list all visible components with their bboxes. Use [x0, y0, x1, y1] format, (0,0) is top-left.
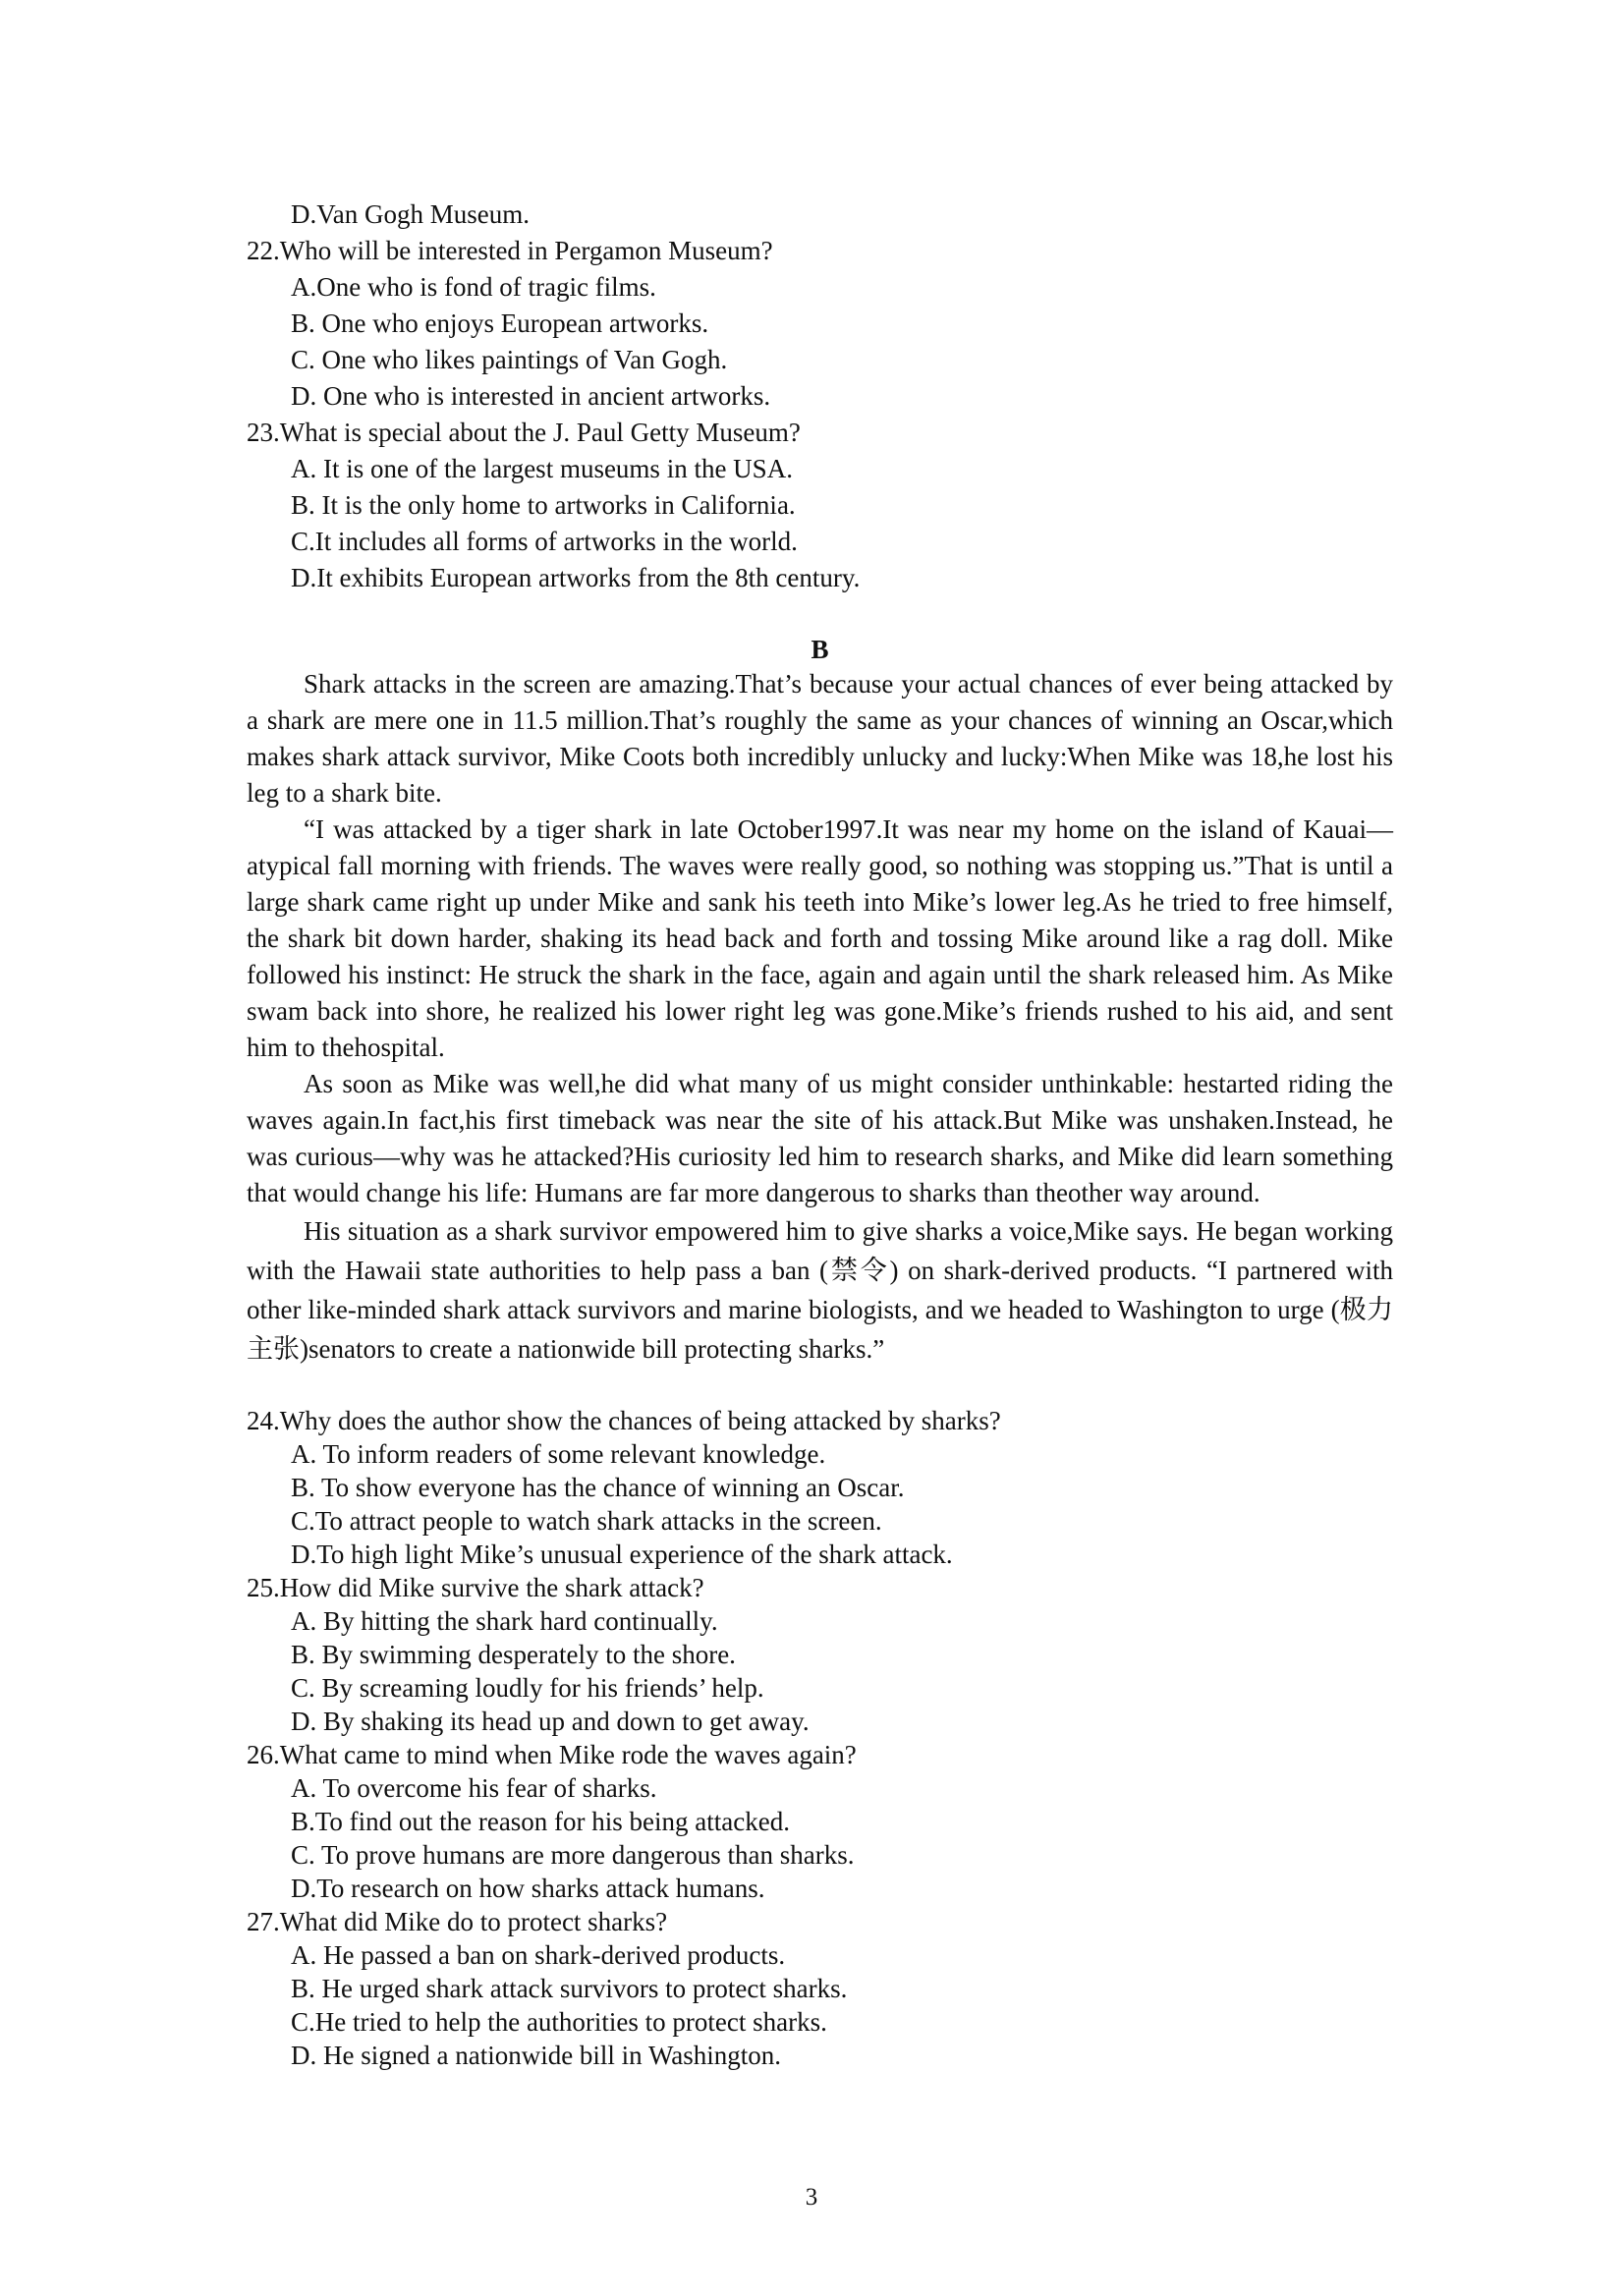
page-number: 3	[805, 2184, 818, 2211]
q22-option-a: A.One who is fond of tragic films.	[291, 272, 656, 302]
question-stem: 27.What did Mike do to protect sharks?	[247, 1907, 668, 1936]
question-24	[247, 1404, 1393, 1571]
question-stem: 26.What came to mind when Mike rode the waves again?	[247, 1740, 857, 1769]
option-a: A. To overcome his fear of sharks.	[291, 1773, 657, 1803]
option-a: A. He passed a ban on shark-derived products.	[291, 1940, 786, 1970]
option-c: C.To attract people to watch shark attacks in the screen.	[291, 1506, 882, 1536]
question-26	[247, 1738, 1393, 1905]
option-b: B. By swimming desperately to the shore.	[291, 1640, 736, 1669]
option-b: B. To show everyone has the chance of winning an Oscar.	[291, 1473, 905, 1502]
option-c: C. To prove humans are more dangerous than sharks.	[291, 1840, 855, 1870]
q22-option-c: C. One who likes paintings of Van Gogh.	[291, 345, 728, 374]
q23-option-b: B. It is the only home to artworks in California.	[291, 490, 796, 520]
option-b: B.To find out the reason for his being attacked.	[291, 1807, 790, 1836]
passage-paragraph-3: As soon as Mike was well,he did what many of us might consider unthinkable: hestarted riding the waves again.In fact,his first timeback was near the site of his attack.But Mike was unshaken.Instead, he was curious—why was he attacked?His curiosity led him to research sharks, and Mike did learn something that would change his life: Humans are far more dangerous to sharks than theother way around.	[247, 1069, 1393, 1207]
q23-option-d: D.It exhibits European artworks from the 8th century.	[291, 563, 861, 592]
option-c: C.He tried to help the authorities to protect sharks.	[291, 2007, 827, 2037]
q23-stem: 23.What is special about the J. Paul Getty Museum?	[247, 418, 801, 447]
top-questions	[247, 196, 1393, 596]
question-27	[247, 1905, 1393, 2072]
section-b-heading: B	[811, 635, 829, 664]
option-c: C. By screaming loudly for his friends’ help.	[291, 1673, 764, 1703]
q23-option-c: C.It includes all forms of artworks in the world.	[291, 527, 798, 556]
q22-option-d: D. One who is interested in ancient artworks.	[291, 381, 771, 411]
option-d: D. By shaking its head up and down to get away.	[291, 1707, 810, 1736]
option-d: D.To research on how sharks attack humans.	[291, 1874, 765, 1903]
section-b-passage	[247, 666, 1393, 1369]
q23-option-a: A. It is one of the largest museums in the USA.	[291, 454, 793, 483]
passage-paragraph-1: Shark attacks in the screen are amazing.That’s because your actual chances of ever being attacked by a shark are mere one in 11.5 million.That’s roughly the same as your chances of winning an Oscar,which makes shark attack survivor, Mike Coots both incredibly unlucky and lucky:When Mike was 18,he lost his leg to a shark bite.	[247, 669, 1393, 808]
option-d: D. He signed a nationwide bill in Washington.	[291, 2041, 782, 2070]
q21-option-d: D.Van Gogh Museum.	[291, 199, 530, 229]
passage-paragraph-2: “I was attacked by a tiger shark in late October1997.It was near my home on the island of Kauai—atypical fall morning with friends. The waves were really good, so nothing was stopping us.”That is until a large shark came right up under Mike and sank his teeth into Mike’s lower leg.As he tried to free himself, the shark bit down harder, shaking its head back and forth and tossing Mike around like a rag doll. Mike followed his instinct: He struck the shark in the face, again and again until the shark released him. As Mike swam back into shore, he realized his lower right leg was gone.Mike’s friends rushed to his aid, and sent him to thehospital.	[247, 814, 1393, 1062]
option-a: A. To inform readers of some relevant knowledge.	[291, 1439, 826, 1469]
option-a: A. By hitting the shark hard continually.	[291, 1606, 718, 1636]
passage-paragraph-4: His situation as a shark survivor empowered him to give sharks a voice,Mike says. He began working with the Hawaii state authorities to help pass a ban (禁令) on shark-derived products. “I partnered with other like-minded shark attack survivors and marine biologists, and we headed to Washington to urge (极力主张)senators to create a nationwide bill protecting sharks.”	[247, 1216, 1393, 1364]
question-stem: 24.Why does the author show the chances of being attacked by sharks?	[247, 1406, 1001, 1435]
q22-stem: 22.Who will be interested in Pergamon Museum?	[247, 236, 773, 265]
question-25	[247, 1571, 1393, 1738]
option-d: D.To high light Mike’s unusual experience of the shark attack.	[291, 1540, 953, 1569]
q22-option-b: B. One who enjoys European artworks.	[291, 308, 709, 338]
question-stem: 25.How did Mike survive the shark attack?	[247, 1573, 704, 1602]
section-b-questions	[247, 1404, 1393, 2072]
option-b: B. He urged shark attack survivors to protect sharks.	[291, 1974, 848, 2003]
